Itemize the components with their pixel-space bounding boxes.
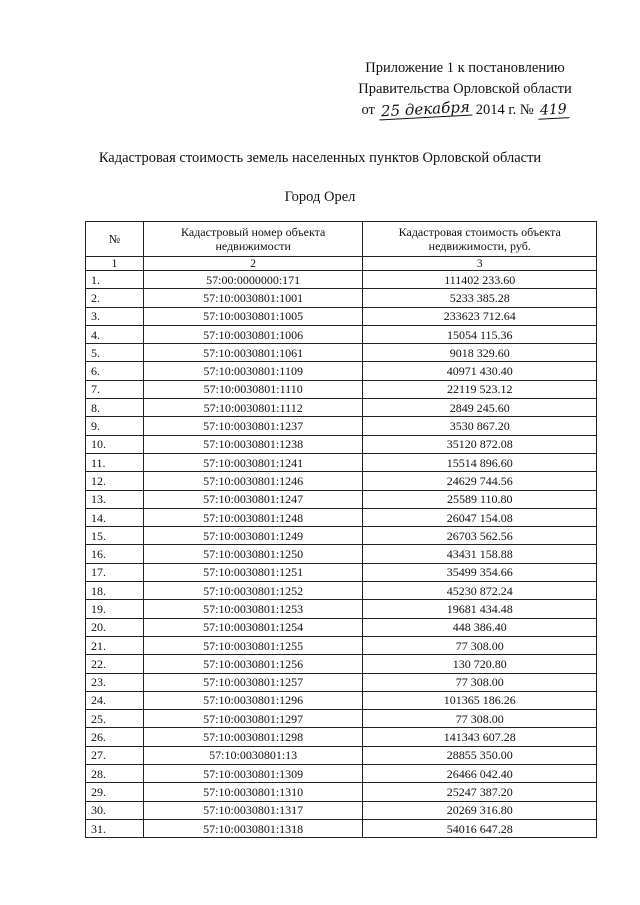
- table-row: [86, 655, 597, 673]
- cadastral-value: 111402 233.60: [363, 271, 597, 289]
- row-number: 6.: [86, 362, 144, 380]
- cadastral-number: 57:10:0030801:1238: [143, 435, 363, 453]
- cadastral-number: 57:10:0030801:1246: [143, 472, 363, 490]
- row-number: 13.: [86, 490, 144, 508]
- cadastral-value: 141343 607.28: [363, 728, 597, 746]
- cadastral-value: 28855 350.00: [363, 746, 597, 764]
- row-number: 23.: [86, 673, 144, 691]
- cadastral-number: 57:10:0030801:1309: [143, 765, 363, 783]
- table-row: [86, 691, 597, 709]
- cadastral-value: 448 386.40: [363, 618, 597, 636]
- table-row: [86, 307, 597, 325]
- cadastral-number: 57:10:0030801:13: [143, 746, 363, 764]
- table-row: [86, 801, 597, 819]
- table-row: [86, 582, 597, 600]
- cadastral-number: 57:10:0030801:1112: [143, 399, 363, 417]
- cadastral-number: 57:10:0030801:1317: [143, 801, 363, 819]
- cadastral-value: 9018 329.60: [363, 344, 597, 362]
- row-number: 20.: [86, 618, 144, 636]
- appendix-line-2: Правительства Орловской области: [358, 81, 572, 97]
- row-number: 7.: [86, 380, 144, 398]
- column-index: 2: [143, 257, 363, 271]
- table-row: [86, 508, 597, 526]
- cadastral-value: 19681 434.48: [363, 600, 597, 618]
- row-number: 1.: [86, 271, 144, 289]
- row-number: 24.: [86, 691, 144, 709]
- document-title: Кадастровая стоимость земель населенных пунктов Орловской области: [98, 150, 542, 166]
- table-row: [86, 600, 597, 618]
- cadastral-number: 57:10:0030801:1297: [143, 710, 363, 728]
- cadastral-value: 2849 245.60: [363, 399, 597, 417]
- cadastral-number: 57:10:0030801:1001: [143, 289, 363, 307]
- table-row: [86, 380, 597, 398]
- row-number: 10.: [86, 435, 144, 453]
- cadastral-number: 57:10:0030801:1109: [143, 362, 363, 380]
- cadastral-number: 57:10:0030801:1255: [143, 636, 363, 654]
- cadastral-value-table: [85, 221, 597, 838]
- table-row: [86, 490, 597, 508]
- table-row: [86, 783, 597, 801]
- cadastral-number: 57:10:0030801:1251: [143, 563, 363, 581]
- cadastral-value: 5233 385.28: [363, 289, 597, 307]
- cadastral-number: 57:10:0030801:1237: [143, 417, 363, 435]
- row-number: 25.: [86, 710, 144, 728]
- year-and-number-label: 2014 г. №: [475, 102, 534, 118]
- cadastral-value: 77 308.00: [363, 636, 597, 654]
- appendix-date-line: [330, 97, 600, 121]
- cadastral-number: 57:10:0030801:1298: [143, 728, 363, 746]
- cadastral-number: 57:10:0030801:1318: [143, 819, 363, 837]
- cadastral-number: 57:10:0030801:1310: [143, 783, 363, 801]
- cadastral-number: 57:10:0030801:1110: [143, 380, 363, 398]
- table-row: [86, 710, 597, 728]
- cadastral-value: 130 720.80: [363, 655, 597, 673]
- row-number: 27.: [86, 746, 144, 764]
- row-number: 12.: [86, 472, 144, 490]
- row-number: 18.: [86, 582, 144, 600]
- table-row: [86, 417, 597, 435]
- table-row: [86, 746, 597, 764]
- cadastral-value: 77 308.00: [363, 710, 597, 728]
- table-row: [86, 618, 597, 636]
- row-number: 11.: [86, 453, 144, 471]
- row-number: 31.: [86, 819, 144, 837]
- row-number: 5.: [86, 344, 144, 362]
- row-number: 22.: [86, 655, 144, 673]
- table-header-row: [86, 222, 597, 257]
- header-cadastral-number: Кадастровый номер объекта недвижимости: [143, 222, 363, 257]
- cadastral-number: 57:10:0030801:1006: [143, 325, 363, 343]
- table-row: [86, 453, 597, 471]
- cadastral-number: 57:10:0030801:1061: [143, 344, 363, 362]
- cadastral-number: 57:10:0030801:1252: [143, 582, 363, 600]
- cadastral-value: 233623 712.64: [363, 307, 597, 325]
- table-row: [86, 545, 597, 563]
- cadastral-value: 15054 115.36: [363, 325, 597, 343]
- table-row: [86, 472, 597, 490]
- cadastral-value: 24629 744.56: [363, 472, 597, 490]
- table-row: [86, 636, 597, 654]
- table-row: [86, 325, 597, 343]
- table-row: [86, 765, 597, 783]
- cadastral-number: 57:10:0030801:1253: [143, 600, 363, 618]
- cadastral-value: 25247 387.20: [363, 783, 597, 801]
- row-number: 29.: [86, 783, 144, 801]
- cadastral-value: 77 308.00: [363, 673, 597, 691]
- table-row: [86, 271, 597, 289]
- city-heading: Город Орел: [284, 189, 356, 205]
- table-row: [86, 673, 597, 691]
- column-index: 1: [86, 257, 144, 271]
- row-number: 19.: [86, 600, 144, 618]
- table-row: [86, 728, 597, 746]
- row-number: 30.: [86, 801, 144, 819]
- column-index-row: [86, 257, 597, 271]
- row-number: 26.: [86, 728, 144, 746]
- cadastral-number: 57:10:0030801:1247: [143, 490, 363, 508]
- cadastral-value: 43431 158.88: [363, 545, 597, 563]
- row-number: 9.: [86, 417, 144, 435]
- cadastral-value: 40971 430.40: [363, 362, 597, 380]
- row-number: 15.: [86, 527, 144, 545]
- table-body: [86, 271, 597, 838]
- row-number: 28.: [86, 765, 144, 783]
- cadastral-value: 15514 896.60: [363, 453, 597, 471]
- appendix-header: [330, 58, 600, 121]
- table-row: [86, 819, 597, 837]
- row-number: 21.: [86, 636, 144, 654]
- cadastral-value: 35499 354.66: [363, 563, 597, 581]
- appendix-line-1: Приложение 1 к постановлению: [365, 60, 565, 76]
- cadastral-value: 22119 523.12: [363, 380, 597, 398]
- cadastral-number: 57:10:0030801:1250: [143, 545, 363, 563]
- header-cadastral-value: Кадастровая стоимость объекта недвижимости, руб.: [363, 222, 597, 257]
- cadastral-number: 57:10:0030801:1005: [143, 307, 363, 325]
- cadastral-number: 57:10:0030801:1256: [143, 655, 363, 673]
- table-row: [86, 362, 597, 380]
- cadastral-value: 101365 186.26: [363, 691, 597, 709]
- column-index: 3: [363, 257, 597, 271]
- cadastral-value: 26047 154.08: [363, 508, 597, 526]
- row-number: 14.: [86, 508, 144, 526]
- table-row: [86, 399, 597, 417]
- cadastral-value: 25589 110.80: [363, 490, 597, 508]
- cadastral-number: 57:10:0030801:1241: [143, 453, 363, 471]
- handwritten-number: 419: [537, 101, 569, 120]
- table-row: [86, 435, 597, 453]
- cadastral-number: 57:10:0030801:1248: [143, 508, 363, 526]
- cadastral-value: 35120 872.08: [363, 435, 597, 453]
- cadastral-number: 57:00:0000000:171: [143, 271, 363, 289]
- cadastral-value: 3530 867.20: [363, 417, 597, 435]
- cadastral-value: 26466 042.40: [363, 765, 597, 783]
- handwritten-date: 25 декабря: [380, 97, 471, 121]
- header-number: №: [86, 222, 144, 257]
- cadastral-value: 20269 316.80: [363, 801, 597, 819]
- table-row: [86, 289, 597, 307]
- row-number: 2.: [86, 289, 144, 307]
- table-row: [86, 563, 597, 581]
- cadastral-number: 57:10:0030801:1254: [143, 618, 363, 636]
- cadastral-value: 26703 562.56: [363, 527, 597, 545]
- cadastral-value: 54016 647.28: [363, 819, 597, 837]
- row-number: 16.: [86, 545, 144, 563]
- table-row: [86, 344, 597, 362]
- row-number: 4.: [86, 325, 144, 343]
- cadastral-value: 45230 872.24: [363, 582, 597, 600]
- row-number: 17.: [86, 563, 144, 581]
- cadastral-number: 57:10:0030801:1249: [143, 527, 363, 545]
- cadastral-number: 57:10:0030801:1257: [143, 673, 363, 691]
- cadastral-number: 57:10:0030801:1296: [143, 691, 363, 709]
- table-row: [86, 527, 597, 545]
- row-number: 8.: [86, 399, 144, 417]
- date-prefix: от: [361, 102, 375, 118]
- row-number: 3.: [86, 307, 144, 325]
